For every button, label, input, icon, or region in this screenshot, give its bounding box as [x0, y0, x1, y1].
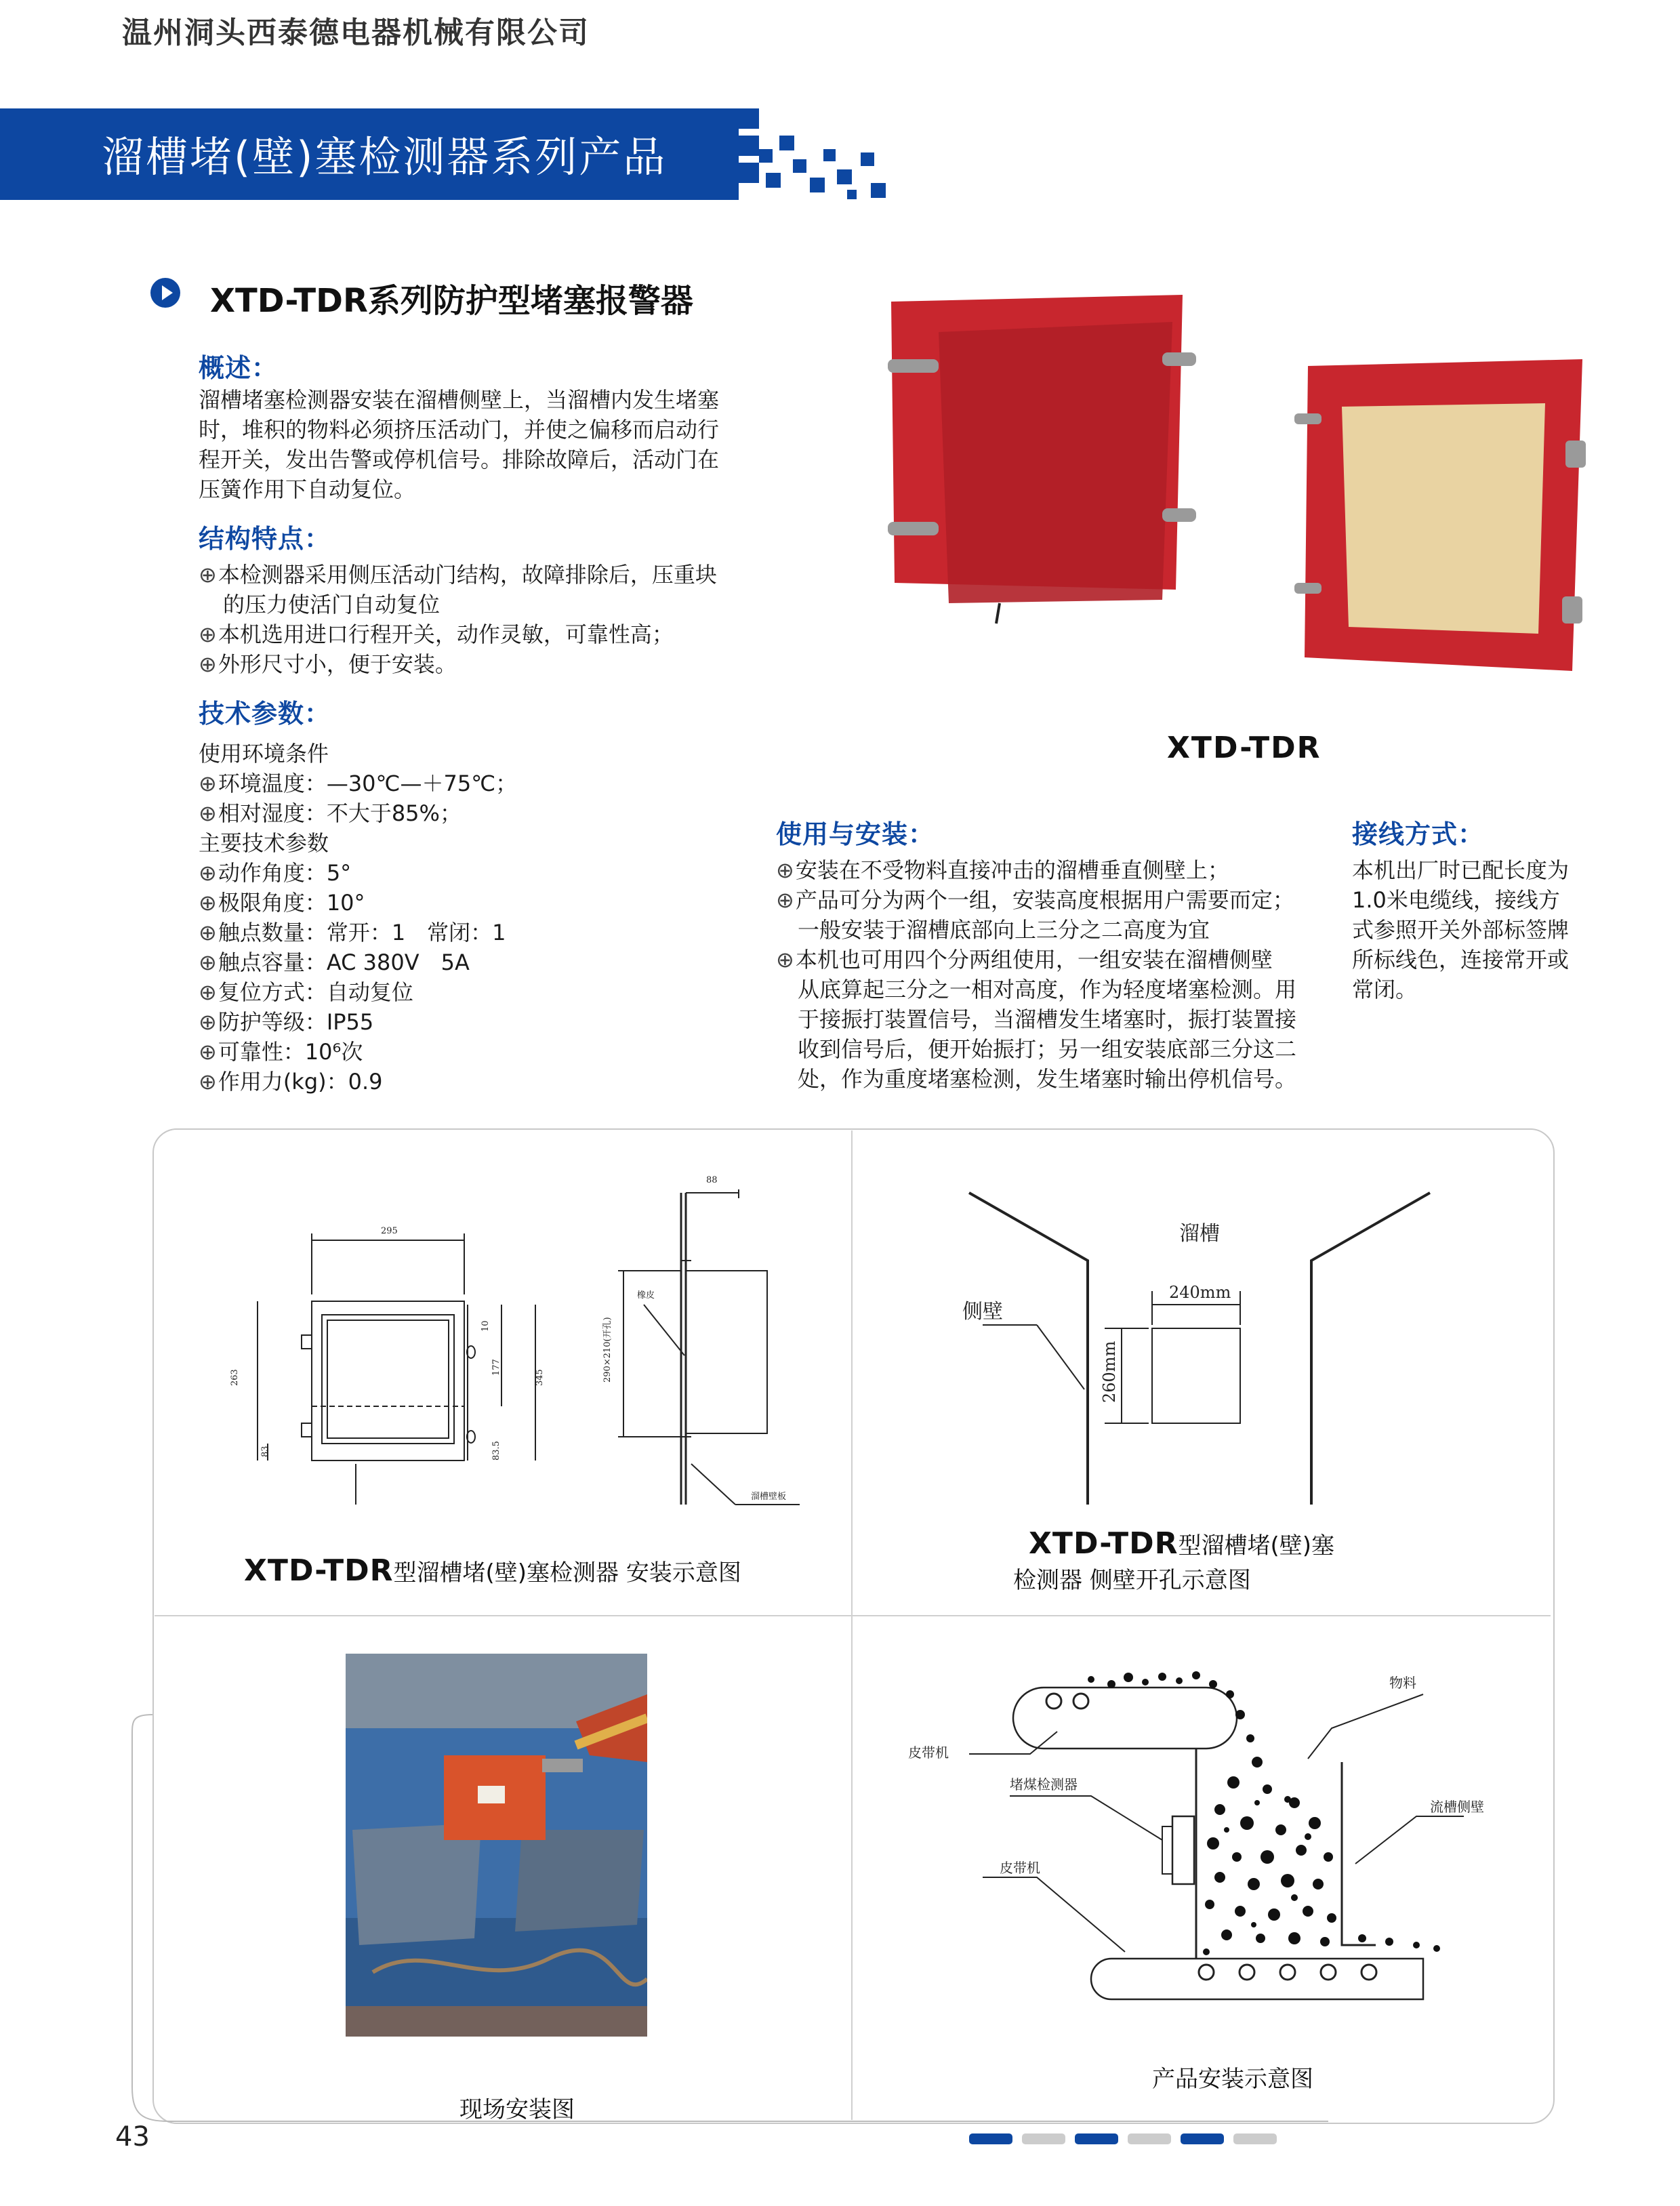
svg-text:83.5: 83.5 — [491, 1441, 501, 1461]
opening-caption-2: 检测器 侧壁开孔示意图 — [1013, 1567, 1251, 1594]
wiring-text: 本机出厂时已配长度为 1.0米电缆线，接线方 式参照开关外部标签牌 所标线色，连接常开或 常闭。 — [1352, 857, 1570, 1002]
specs-heading: 技术参数： — [199, 699, 331, 729]
overview-heading: 概述： — [199, 353, 279, 383]
usage-heading: 使用与安装： — [776, 819, 935, 849]
product-install-caption: 产品安装示意图 — [1152, 2066, 1313, 2093]
specs-list: 使用环境条件 ⊕环境温度：—30℃—＋75℃； ⊕相对湿度：不大于85%； 主要技术参数 ⊕动作角度：5° ⊕极限角度：10° ⊕触点数量：常开：1 常闭：1 ⊕触点容量：AC 380V 5A ⊕复位方式：自动复位 ⊕防护等级：IP55 ⊕可靠性：10⁶次 ⊕作用力(kg)：0.9 — [199, 741, 518, 1095]
overview-text: 溜槽堵塞检测器安装在溜槽侧壁上，当溜槽内发生堵塞 时，堆积的物料必须挤压活动门，并使之偏移而启动行 程开关，发出告警或停机信号。排除故障后，活动门在 压簧作用下自动复位。 — [199, 387, 720, 502]
svg-text:345: 345 — [535, 1369, 545, 1386]
page-number: 43 — [115, 2121, 150, 2152]
usage-list: ⊕安装在不受物料直接冲击的溜槽垂直侧壁上； ⊕产品可分为两个一组，安装高度根据用户需要而定； 一般安装于溜槽底部向上三分之二高度为宜 ⊕本机也可用四个分两组使用，一组安装在溜槽侧壁 从底算起三分之一相对高度，作为轻度堵塞检测。用 于接振打装置信号，当溜槽发生堵塞时，振打装置接 收到信号后，便开始振打；另一组安装底部三分这二 处，作为重度堵塞检测，发生堵塞时输出停机信号。 — [776, 857, 1297, 1092]
structure-list: ⊕本检测器采用侧压活动门结构，故障排除后，压重块 的压力使活门自动复位 ⊕本机选用进口行程开关，动作灵敏，可靠性高； ⊕外形尺寸小，便于安装。 — [199, 562, 717, 677]
svg-text:295: 295 — [381, 1226, 398, 1236]
svg-text:177: 177 — [491, 1359, 501, 1376]
product-model: XTD-TDR — [1167, 731, 1322, 765]
frame-divider-horizontal — [155, 1615, 1551, 1616]
svg-text:88: 88 — [706, 1175, 718, 1185]
svg-text:溜槽: 溜槽 — [1179, 1222, 1220, 1246]
svg-text:堵煤检测器: 堵煤检测器 — [1010, 1776, 1078, 1793]
svg-text:83: 83 — [260, 1446, 270, 1457]
banner-title: 溜槽堵(壁)塞检测器系列产品 — [102, 132, 668, 182]
svg-text:橡皮: 橡皮 — [637, 1290, 655, 1301]
svg-text:260mm: 260mm — [1100, 1341, 1119, 1403]
svg-text:流槽侧壁: 流槽侧壁 — [1430, 1799, 1484, 1815]
wiring-heading: 接线方式： — [1352, 819, 1485, 849]
svg-text:290×210(开孔): 290×210(开孔) — [602, 1317, 613, 1383]
field-photo-caption: 现场安装图 — [459, 2096, 575, 2123]
company-name: 温州洞头西泰德电器机械有限公司 — [122, 16, 590, 50]
svg-text:皮带机: 皮带机 — [908, 1744, 949, 1761]
play-icon — [150, 278, 180, 308]
opening-drawing — [881, 1172, 1532, 1525]
install-drawing — [203, 1152, 827, 1532]
structure-heading: 结构特点： — [199, 524, 331, 554]
install-caption: XTD-TDR型溜槽堵(壁)塞检测器 安装示意图 — [244, 1553, 741, 1588]
svg-text:物料: 物料 — [1389, 1675, 1416, 1691]
page-corner-line — [129, 1708, 1349, 2182]
svg-text:263: 263 — [230, 1369, 240, 1386]
product-title: XTD-TDR系列防护型堵塞报警器 — [210, 282, 693, 320]
product-photo — [874, 285, 1593, 691]
svg-text:240mm: 240mm — [1169, 1283, 1231, 1302]
svg-text:侧壁: 侧壁 — [962, 1300, 1003, 1324]
svg-text:10: 10 — [480, 1320, 491, 1332]
opening-caption-1: XTD-TDR型溜槽堵(壁)塞 — [1029, 1526, 1335, 1561]
svg-text:溜槽壁板: 溜槽壁板 — [751, 1492, 787, 1502]
svg-text:皮带机: 皮带机 — [1000, 1860, 1040, 1876]
